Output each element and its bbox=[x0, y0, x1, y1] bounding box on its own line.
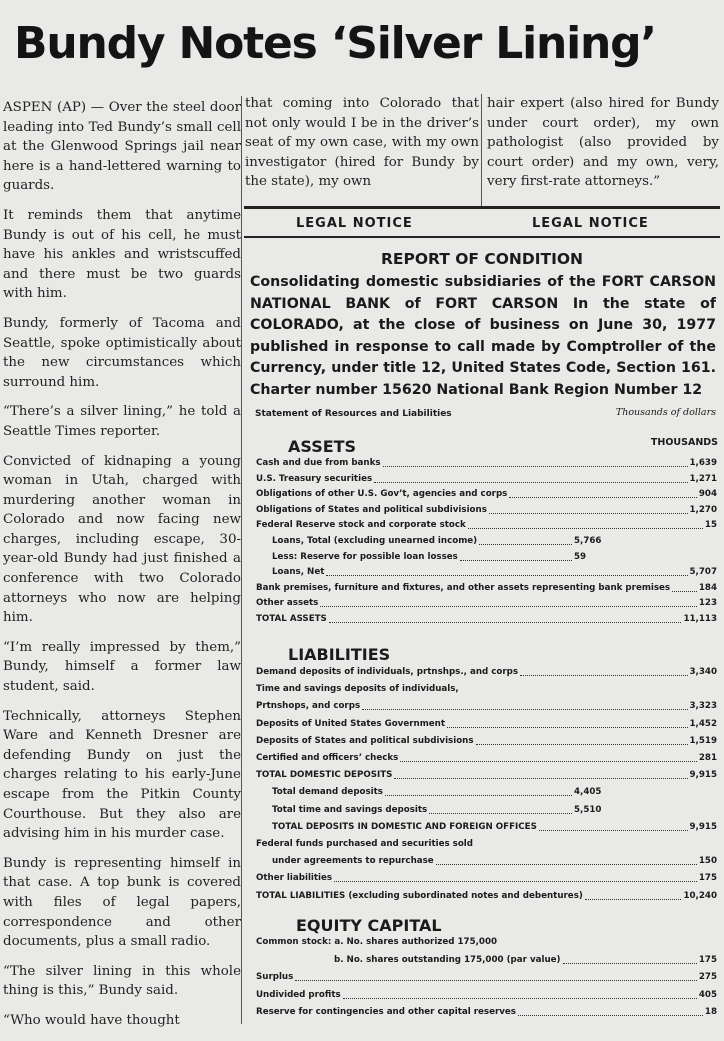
article-paragraph: Technically, attorneys Stephen Ware and Kenneth Dresner are defending Bundy on just the charges relating to his early-June escape from the Pitkin County Courthouse. But they also are advising him in his murder case. bbox=[3, 708, 241, 842]
row-label: b. No. shares outstanding 175,000 (par value) bbox=[334, 954, 561, 965]
leader-dots bbox=[518, 1014, 703, 1016]
leader-dots bbox=[489, 512, 688, 514]
row-value: 904 bbox=[698, 489, 717, 500]
leader-dots bbox=[385, 794, 572, 796]
leader-dots bbox=[563, 962, 697, 964]
statement-row bbox=[256, 785, 717, 799]
row-label: Obligations of other U.S. Gov’t, agencies and corps bbox=[256, 489, 508, 500]
article-paragraph: ASPEN (AP) — Over the steel door leading into Ted Bundy’s small cell at the Glenwood Springs jail near here is a hand-lettered warning to guards. bbox=[3, 100, 241, 194]
row-value: 15 bbox=[704, 520, 717, 531]
row-value: 11,113 bbox=[683, 614, 717, 624]
liabilities-heading: LIABILITIES bbox=[288, 645, 391, 664]
row-label: Deposits of States and political subdivisions bbox=[256, 735, 474, 746]
legal-notice-label: LEGAL NOTICE bbox=[532, 216, 649, 231]
row-value: 3,323 bbox=[689, 701, 717, 712]
leader-dots bbox=[394, 777, 687, 779]
leader-dots bbox=[585, 898, 682, 900]
row-subvalue: 59 bbox=[574, 551, 587, 562]
report-intro: Consolidating domestic subsidiaries of the FORT CARSON NATIONAL BANK of FORT CARSON In the state of COLORADO, at the close of business on June 30, 1977 published in response to call made by Comptroller of the Currency, under title 12, United States Code, Section 161. Charter number 15620 National Bank Region Number 12 bbox=[250, 274, 716, 398]
row-label: Common stock: a. No. shares authorized 175,000 bbox=[256, 937, 498, 947]
leader-dots bbox=[468, 527, 703, 529]
row-label: TOTAL LIABILITIES (excluding subordinated notes and debentures) bbox=[256, 890, 583, 901]
thousands-note: Thousands of dollars bbox=[615, 407, 716, 418]
row-label: TOTAL DEPOSITS IN DOMESTIC AND FOREIGN OFFICES bbox=[272, 821, 537, 832]
statement-row bbox=[256, 803, 717, 817]
row-label: Cash and due from banks bbox=[256, 458, 381, 468]
column-rule bbox=[481, 94, 482, 206]
statement-row bbox=[256, 953, 717, 967]
equity-heading: EQUITY CAPITAL bbox=[296, 916, 442, 935]
leader-dots bbox=[509, 496, 697, 498]
row-value: 9,915 bbox=[689, 770, 717, 781]
statement-row bbox=[256, 518, 717, 532]
row-label: Other assets bbox=[256, 598, 319, 609]
thousands-header: THOUSANDS bbox=[650, 437, 718, 448]
row-value: 175 bbox=[698, 954, 717, 965]
row-label: Federal funds purchased and securities sold bbox=[256, 839, 473, 849]
article-column-2 bbox=[245, 94, 479, 202]
leader-dots bbox=[672, 590, 697, 592]
statement-row bbox=[256, 565, 717, 579]
article-paragraph: that coming into Colorado that not only would I be in the driver’s seat of my own case, with my own investigator (hired for Bundy by the state), my own bbox=[245, 96, 479, 190]
leader-dots bbox=[429, 812, 572, 814]
row-value: 1,270 bbox=[689, 504, 717, 515]
row-value: 175 bbox=[698, 873, 717, 884]
assets-heading: ASSETS bbox=[288, 437, 357, 456]
leader-dots bbox=[539, 829, 688, 831]
row-subvalue: 4,405 bbox=[574, 787, 602, 798]
statement-row bbox=[256, 456, 717, 470]
statement-row bbox=[256, 935, 717, 949]
article-paragraph: Bundy, formerly of Tacoma and Seattle, spoke optimistically about the new circumstances which surround him. bbox=[3, 315, 241, 390]
leader-dots bbox=[447, 726, 688, 728]
leader-dots bbox=[476, 743, 688, 745]
row-label: U.S. Treasury securities bbox=[256, 473, 373, 484]
row-label: Loans, Net bbox=[272, 567, 325, 578]
statement-row bbox=[256, 734, 717, 748]
row-value: 1,271 bbox=[689, 473, 717, 484]
statement-row bbox=[256, 596, 717, 610]
leader-dots bbox=[320, 605, 697, 607]
statement-row bbox=[256, 612, 717, 626]
row-label: Surplus bbox=[256, 972, 294, 983]
row-label: TOTAL DOMESTIC DEPOSITS bbox=[256, 770, 393, 781]
row-label: Obligations of States and political subdivisions bbox=[256, 504, 487, 515]
row-value: 1,452 bbox=[689, 718, 717, 729]
article-column-3 bbox=[487, 94, 719, 202]
statement-row bbox=[256, 988, 717, 1002]
leader-dots bbox=[334, 880, 697, 882]
article-paragraph: “There’s a silver lining,” he told a Seattle Times reporter. bbox=[3, 404, 241, 439]
statement-row bbox=[256, 487, 717, 501]
article-paragraph: “Who would have thought bbox=[3, 1012, 180, 1028]
statement-row bbox=[256, 503, 717, 517]
row-label: Undivided profits bbox=[256, 989, 341, 1000]
legal-notice-header bbox=[244, 212, 720, 234]
statement-row bbox=[256, 550, 717, 564]
row-label: Bank premises, furniture and fixtures, and other assets representing bank premises bbox=[256, 582, 671, 593]
leader-dots bbox=[329, 621, 682, 623]
leader-dots bbox=[343, 997, 697, 999]
article-paragraph: Convicted of kidnaping a young woman in Utah, charged with murdering another woman in Colorado and now facing new charges, including escape, 30-year-old Bundy had just finished a conference with two Colorado attorneys who now are helping him. bbox=[3, 453, 241, 626]
row-value: 405 bbox=[698, 989, 717, 1000]
notice-header-rule bbox=[244, 236, 720, 238]
statement-row bbox=[256, 820, 717, 834]
leader-dots bbox=[475, 847, 715, 848]
statement-row bbox=[256, 717, 717, 731]
statement-row bbox=[256, 1005, 717, 1019]
leader-dots bbox=[362, 708, 687, 710]
row-label: Demand deposits of individuals, prtnshps., and corps bbox=[256, 667, 519, 677]
statement-row bbox=[256, 889, 717, 903]
leader-dots bbox=[436, 863, 697, 865]
statement-row bbox=[256, 665, 717, 679]
article-paragraph: Bundy is representing himself in that case. A top bunk is covered with files of legal papers, correspondence and other documents, plus a small radio. bbox=[3, 855, 241, 950]
legal-notice-label: LEGAL NOTICE bbox=[296, 216, 413, 231]
statement-row bbox=[256, 837, 717, 851]
statement-row bbox=[256, 699, 717, 713]
row-value: 123 bbox=[698, 598, 717, 609]
row-label: Deposits of United States Government bbox=[256, 718, 445, 729]
leader-dots bbox=[326, 574, 687, 576]
row-label: Reserve for contingencies and other capital reserves bbox=[256, 1007, 516, 1018]
statement-row bbox=[256, 682, 717, 696]
row-value: 18 bbox=[704, 1007, 717, 1018]
headline: Bundy Notes ‘Silver Lining’ bbox=[14, 18, 656, 69]
row-subvalue: 5,510 bbox=[574, 804, 602, 815]
row-label: Loans, Total (excluding unearned income) bbox=[272, 536, 478, 546]
article-paragraph: “I’m really impressed by them,” Bundy, himself a former law student, said. bbox=[3, 639, 241, 695]
row-label: Other liabilities bbox=[256, 873, 333, 884]
row-label: Certified and officers’ checks bbox=[256, 753, 399, 763]
leader-dots bbox=[460, 559, 572, 561]
leader-dots bbox=[383, 465, 688, 467]
row-label: Prtnshops, and corps bbox=[256, 701, 361, 712]
column-rule bbox=[241, 96, 242, 1024]
article-paragraph: hair expert (also hired for Bundy under court order), my own pathologist (also provided by court order) and my own, very, very first-rate attorneys.” bbox=[487, 96, 719, 190]
notice-top-rule bbox=[244, 206, 720, 209]
article-paragraph: It reminds them that anytime Bundy is out of his cell, he must have his ankles and wristscuffed and there must be two guards with him. bbox=[3, 207, 241, 302]
statement-row bbox=[256, 768, 717, 782]
leader-dots bbox=[374, 481, 687, 483]
leader-dots bbox=[499, 945, 715, 946]
statement-row bbox=[256, 472, 717, 486]
statement-row bbox=[256, 534, 717, 548]
report-title: REPORT OF CONDITION bbox=[380, 250, 584, 268]
row-label: Time and savings deposits of individuals, bbox=[256, 684, 459, 695]
row-value: 275 bbox=[698, 972, 717, 983]
row-value: 5,707 bbox=[689, 567, 717, 578]
statement-row bbox=[256, 854, 717, 868]
row-label: Total demand deposits bbox=[272, 787, 383, 798]
article-paragraph: “The silver lining in this whole thing is this,” Bundy said. bbox=[3, 963, 241, 999]
leader-dots bbox=[400, 760, 697, 762]
row-value: 281 bbox=[698, 753, 717, 763]
row-value: 184 bbox=[698, 582, 717, 593]
statement-row bbox=[256, 581, 717, 595]
statement-row bbox=[256, 751, 717, 765]
leader-dots bbox=[520, 674, 687, 676]
row-subvalue: 5,766 bbox=[574, 536, 602, 546]
row-value: 1,519 bbox=[689, 735, 717, 746]
row-label: Less: Reserve for possible loan losses bbox=[272, 551, 458, 562]
row-label: Federal Reserve stock and corporate stock bbox=[256, 520, 466, 531]
statement-row bbox=[256, 970, 717, 984]
row-value: 9,915 bbox=[689, 821, 717, 832]
statement-label: Statement of Resources and Liabilities bbox=[255, 409, 452, 419]
leader-dots bbox=[479, 543, 572, 545]
row-label: Total time and savings deposits bbox=[272, 804, 428, 815]
row-value: 10,240 bbox=[683, 890, 717, 901]
row-value: 150 bbox=[698, 856, 717, 867]
row-label: under agreements to repurchase bbox=[272, 856, 434, 867]
leader-dots bbox=[461, 692, 715, 693]
row-label: TOTAL ASSETS bbox=[256, 614, 327, 624]
row-value: 3,340 bbox=[689, 667, 717, 677]
statement-row bbox=[256, 871, 717, 885]
article-column-1 bbox=[3, 98, 241, 1041]
row-value: 1,639 bbox=[689, 458, 717, 468]
leader-dots bbox=[295, 979, 697, 981]
